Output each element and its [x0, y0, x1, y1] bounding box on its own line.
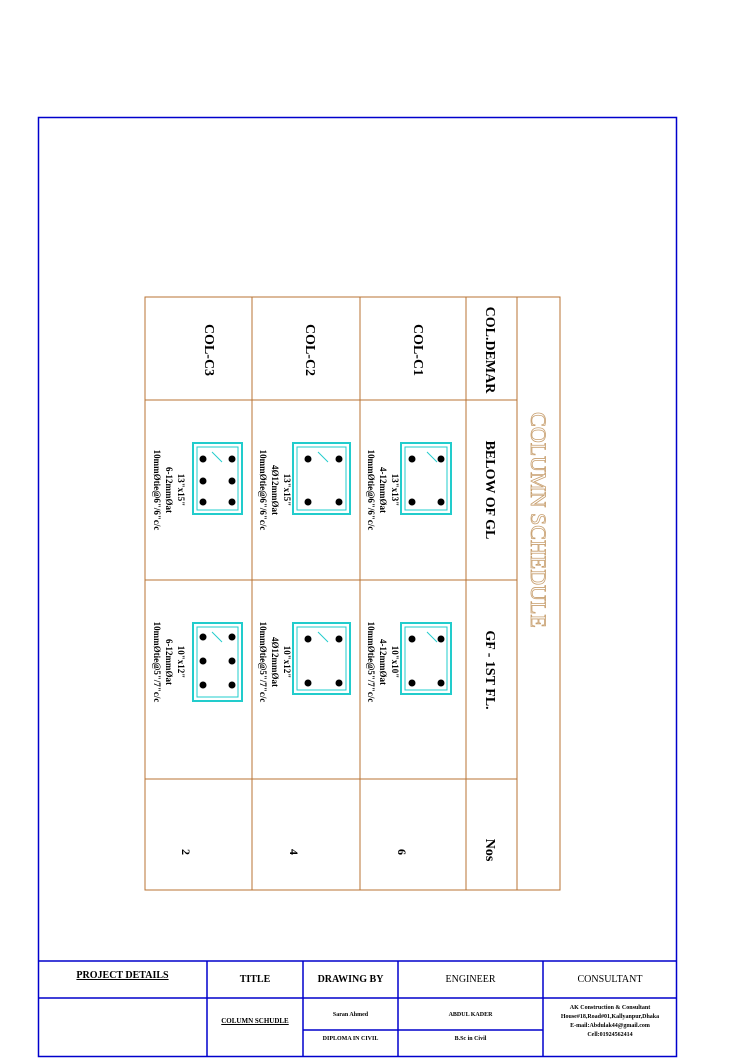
title-label: TITLE: [239, 974, 271, 985]
section-c2-gf: [293, 623, 350, 694]
c3-below-size: 13"x15": [176, 473, 186, 507]
schedule-title: COLUMN SCHEDULE: [526, 412, 551, 628]
header-below-gl: BELOW OF GL: [482, 440, 497, 540]
engineer-label: ENGINEER: [445, 974, 496, 985]
section-c3-gf: [193, 623, 242, 701]
section-c1-gf: [401, 623, 451, 694]
header-gf-1st: GF - 1ST FL.: [482, 630, 497, 710]
c2-gf-size: 10"x12": [282, 645, 292, 679]
section-c3-below: [193, 443, 242, 514]
c3-below-ties: 10mmØtie@6"/6"c/c: [152, 449, 162, 531]
consultant-line-2: House#18,Road#01,Kallyanpur,Dhaka: [560, 1014, 660, 1020]
c3-gf-size: 10"x12": [176, 645, 186, 679]
header-nos: Nos: [482, 838, 497, 862]
c1-gf-size: 10"x10": [390, 645, 400, 679]
row-nos-c3: 2: [179, 849, 193, 855]
drawing-by-degree: DIPLOMA IN CIVIL: [322, 1036, 379, 1042]
project-details-label: PROJECT DETAILS: [76, 970, 169, 981]
c2-below-size: 13"x15": [282, 473, 292, 507]
c2-below-bars: 4Ø12mmØat: [270, 465, 280, 515]
drawing-by-label: DRAWING BY: [317, 974, 384, 985]
row-mark-c1: COL-C1: [410, 323, 425, 377]
c1-below-ties: 10mmØtie@6"/6"c/c: [366, 449, 376, 531]
engineer-degree: B.Sc in Civil: [454, 1036, 487, 1042]
c1-below-size: 13"x13": [390, 473, 400, 507]
c2-below-ties: 10mmØtie@6"/6"c/c: [258, 449, 268, 531]
row-nos-c1: 6: [395, 849, 409, 855]
title-value: COLUMN SCHUDLE: [221, 1017, 289, 1025]
row-mark-c2: COL-C2: [302, 323, 317, 377]
section-c2-below: [293, 443, 350, 514]
c3-gf-ties: 10mmØtie@5"/7"c/c: [152, 621, 162, 703]
consultant-line-1: AK Construction & Consultant: [569, 1005, 651, 1011]
engineer-name: ABDUL KADER: [448, 1012, 493, 1018]
header-col-mark: COL.DEMAR: [482, 306, 497, 394]
consultant-label: CONSULTANT: [577, 974, 643, 985]
c2-gf-ties: 10mmØtie@5"/7"c/c: [258, 621, 268, 703]
c3-below-bars: 6-12mmØat: [164, 467, 174, 513]
c3-gf-bars: 6-12mmØat: [164, 639, 174, 685]
c1-below-bars: 4-12mmØat: [378, 467, 388, 513]
consultant-line-4: Cell:01924562414: [587, 1032, 633, 1038]
drawing-by-name: Saran Ahmed: [332, 1012, 369, 1018]
sheet-border: [39, 118, 677, 1057]
section-c1-below: [401, 443, 451, 514]
row-nos-c2: 4: [287, 849, 301, 855]
c2-gf-bars: 4Ø12mmØat: [270, 637, 280, 687]
row-mark-c3: COL-C3: [201, 323, 216, 377]
c1-gf-ties: 10mmØtie@5"/7"c/c: [366, 621, 376, 703]
consultant-line-3: E-mail:Abdulak44@gmail.com: [570, 1023, 650, 1029]
c1-gf-bars: 4-12mmØat: [378, 639, 388, 685]
